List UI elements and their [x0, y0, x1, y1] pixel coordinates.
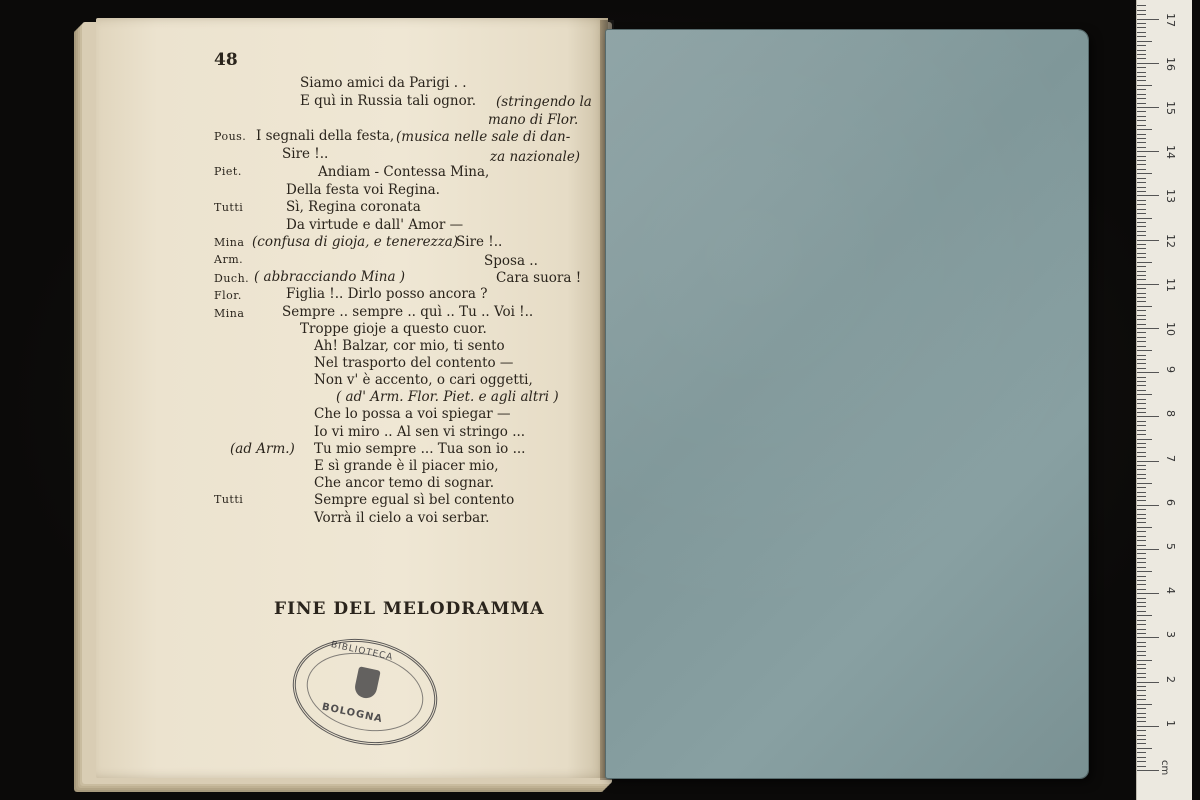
ruler-tick: [1137, 580, 1146, 581]
ruler-tick: [1137, 120, 1146, 121]
ruler-tick: [1137, 156, 1146, 157]
ruler-tick: [1137, 602, 1146, 603]
ruler-tick: [1137, 536, 1146, 537]
ruler-tick: [1137, 129, 1152, 130]
ruler-tick: [1137, 615, 1152, 616]
ruler-tick: [1137, 598, 1146, 599]
ruler-tick: [1137, 646, 1146, 647]
stage-direction: (musica nelle sale di dan-: [396, 129, 571, 145]
ruler-tick: [1137, 147, 1146, 148]
ruler-number: 13: [1164, 189, 1177, 204]
stage-direction: ( abbracciando Mina ): [254, 269, 406, 285]
ruler-number: 14: [1164, 145, 1177, 160]
ruler-number: 6: [1164, 498, 1177, 506]
ruler-tick: [1137, 531, 1146, 532]
speaker-label: Arm.: [214, 253, 244, 266]
ruler-tick: [1137, 576, 1146, 577]
ruler-tick: [1137, 606, 1146, 607]
ruler-tick: [1137, 138, 1146, 139]
speaker-label: Tutti: [214, 201, 244, 214]
ruler-tick: [1137, 553, 1146, 554]
ruler-tick: [1137, 63, 1159, 64]
ruler-tick: [1137, 385, 1146, 386]
ruler-tick: [1137, 94, 1146, 95]
ruler-tick: [1137, 266, 1146, 267]
ruler-number: 7: [1164, 454, 1177, 462]
ruler-tick: [1137, 739, 1146, 740]
stage-direction: (confusa di gioja, e tenerezza): [252, 234, 459, 250]
speaker-label: Duch.: [214, 272, 250, 285]
ruler-tick: [1137, 72, 1146, 73]
speaker-label: Mina: [214, 236, 245, 249]
ruler-tick: [1137, 332, 1146, 333]
ruler-tick: [1137, 721, 1146, 722]
ruler-tick: [1137, 337, 1146, 338]
ruler-number: 2: [1164, 675, 1177, 683]
text-line: Vorrà il cielo a voi serbar.: [314, 510, 490, 526]
ruler-tick: [1137, 571, 1152, 572]
ruler-tick: [1137, 465, 1146, 466]
ruler-tick: [1137, 372, 1159, 373]
ruler-tick: [1137, 752, 1146, 753]
ruler-tick: [1137, 567, 1146, 568]
ruler-tick: [1137, 704, 1152, 705]
ruler-tick: [1137, 248, 1146, 249]
ruler-tick: [1137, 677, 1146, 678]
text-line: Sì, Regina coronata: [286, 199, 421, 215]
ruler-tick: [1137, 726, 1159, 727]
text-line: Sempre egual sì bel contento: [314, 492, 515, 508]
ruler-tick: [1137, 315, 1146, 316]
closing-title: FINE DEL MELODRAMMA: [274, 599, 545, 619]
ruler-tick: [1137, 32, 1146, 33]
text-line: Sire !..: [456, 234, 503, 250]
ruler-tick: [1137, 173, 1152, 174]
ruler-tick: [1137, 85, 1152, 86]
ruler-tick: [1137, 381, 1146, 382]
ruler-number: 17: [1164, 12, 1177, 27]
ruler-tick: [1137, 686, 1146, 687]
ruler-tick: [1137, 10, 1146, 11]
ruler-tick: [1137, 408, 1146, 409]
ruler-tick: [1137, 399, 1146, 400]
stamp-bottom-text: BOLOGNA: [320, 701, 384, 726]
ruler-number: 12: [1164, 233, 1177, 248]
ruler-tick: [1137, 111, 1146, 112]
ruler-tick: [1137, 766, 1146, 767]
ruler-tick: [1137, 19, 1159, 20]
ruler-tick: [1137, 213, 1146, 214]
ruler-tick: [1137, 284, 1159, 285]
ruler-tick: [1137, 509, 1146, 510]
ruler-number: 3: [1164, 631, 1177, 639]
ruler-tick: [1137, 222, 1146, 223]
ruler-tick: [1137, 487, 1146, 488]
speaker-label: Mina: [214, 307, 245, 320]
text-line: Sempre .. sempre .. quì .. Tu .. Voi !..: [282, 304, 534, 320]
ruler-tick: [1137, 655, 1146, 656]
stage-direction: mano di Flor.: [488, 112, 579, 128]
ruler-tick: [1137, 257, 1146, 258]
ruler-tick: [1137, 682, 1159, 683]
ruler-tick: [1137, 624, 1146, 625]
ruler-tick: [1137, 45, 1146, 46]
ruler-tick: [1137, 474, 1146, 475]
ruler-tick: [1137, 355, 1146, 356]
ruler-tick: [1137, 412, 1146, 413]
ruler-number: 16: [1164, 56, 1177, 71]
ruler-tick: [1137, 27, 1146, 28]
ruler-tick: [1137, 23, 1146, 24]
ruler-number: 8: [1164, 410, 1177, 418]
ruler-tick: [1137, 430, 1146, 431]
ruler-tick: [1137, 589, 1146, 590]
ruler-tick: [1137, 54, 1146, 55]
ruler-tick: [1137, 425, 1146, 426]
ruler-tick: [1137, 204, 1146, 205]
ruler-tick: [1137, 50, 1146, 51]
ruler-tick: [1137, 629, 1146, 630]
ruler-tick: [1137, 164, 1146, 165]
ruler-tick: [1137, 642, 1146, 643]
ruler-tick: [1137, 319, 1146, 320]
ruler-tick: [1137, 770, 1159, 771]
ruler-tick: [1137, 434, 1146, 435]
ruler-tick: [1137, 447, 1146, 448]
ruler-tick: [1137, 191, 1146, 192]
ruler-number: 5: [1164, 543, 1177, 550]
ruler-tick: [1137, 558, 1146, 559]
text-line: Io vi miro .. Al sen vi stringo ...: [314, 424, 526, 440]
ruler-tick: [1137, 637, 1159, 638]
text-line: E sì grande è il piacer mio,: [314, 458, 499, 474]
ruler-tick: [1137, 690, 1146, 691]
ruler-tick: [1137, 301, 1146, 302]
ruler-tick: [1137, 452, 1146, 453]
ruler-number: 15: [1164, 101, 1177, 115]
ruler-tick: [1137, 341, 1146, 342]
ruler-tick: [1137, 288, 1146, 289]
ruler-tick: [1137, 593, 1159, 594]
ruler-tick: [1137, 500, 1146, 501]
ruler-tick: [1137, 611, 1146, 612]
text-line: Nel trasporto del contento —: [314, 355, 514, 371]
ruler-tick: [1137, 293, 1146, 294]
ruler-tick: [1137, 549, 1159, 550]
ruler-tick: [1137, 545, 1146, 546]
text-line: Della festa voi Regina.: [286, 182, 440, 198]
ruler-tick: [1137, 421, 1146, 422]
ruler-tick: [1137, 620, 1146, 621]
ruler-number: 1: [1164, 719, 1177, 727]
ruler-tick: [1137, 761, 1146, 762]
ruler-tick: [1137, 584, 1146, 585]
ruler-tick: [1137, 226, 1146, 227]
ruler-tick: [1137, 14, 1146, 15]
ruler-number: 9: [1164, 366, 1177, 374]
ruler-tick: [1137, 708, 1146, 709]
ruler-tick: [1137, 363, 1146, 364]
ruler-tick: [1137, 390, 1146, 391]
speaker-label: Tutti: [214, 493, 244, 506]
stage-direction: ( ad' Arm. Flor. Piet. e agli altri ): [336, 389, 559, 405]
ruler-tick: [1137, 416, 1159, 417]
ruler-tick: [1137, 240, 1159, 241]
text-line: I segnali della festa,: [256, 128, 395, 144]
ruler-tick: [1137, 456, 1146, 457]
stage-direction: za nazionale): [490, 149, 581, 165]
ruler-tick: [1137, 178, 1146, 179]
text-line: Cara suora !: [496, 270, 582, 286]
ruler-tick: [1137, 58, 1146, 59]
text-line: Sire !..: [282, 146, 329, 162]
ruler-tick: [1137, 244, 1146, 245]
ruler-tick: [1137, 182, 1146, 183]
ruler-tick: [1137, 36, 1146, 37]
ruler-tick: [1137, 310, 1146, 311]
ruler-tick: [1137, 160, 1146, 161]
stamp-top-text: BIBLIOTECA: [330, 640, 395, 663]
ruler-tick: [1137, 359, 1146, 360]
ruler-tick: [1137, 271, 1146, 272]
ruler-number: 10: [1164, 322, 1177, 336]
ruler-unit-label: cm: [1159, 760, 1170, 776]
ruler-tick: [1137, 275, 1146, 276]
ruler-tick: [1137, 713, 1146, 714]
ruler-tick: [1137, 134, 1146, 135]
ruler-tick: [1137, 735, 1146, 736]
ruler-tick: [1137, 633, 1146, 634]
text-line: Figlia !.. Dirlo posso ancora ?: [286, 286, 488, 302]
ruler-number: 4: [1164, 587, 1177, 595]
text-line: Sposa ..: [484, 253, 538, 269]
ruler-tick: [1137, 743, 1146, 744]
ruler-tick: [1137, 5, 1146, 6]
ruler-tick: [1137, 443, 1146, 444]
stage-direction: (stringendo la: [496, 94, 592, 110]
ruler-tick: [1137, 368, 1146, 369]
stage-direction: (ad Arm.): [230, 441, 295, 457]
ruler-tick: [1137, 562, 1146, 563]
ruler-tick: [1137, 514, 1146, 515]
ruler-tick: [1137, 668, 1146, 669]
ruler-tick: [1137, 540, 1146, 541]
ruler-tick: [1137, 125, 1146, 126]
ruler-tick: [1137, 505, 1159, 506]
ruler-tick: [1137, 235, 1146, 236]
ruler-tick: [1137, 328, 1159, 329]
ruler-tick: [1137, 142, 1146, 143]
ruler-tick: [1137, 297, 1146, 298]
ruler-tick: [1137, 757, 1146, 758]
text-line: Che lo possa a voi spiegar —: [314, 406, 511, 422]
speaker-label: Pous.: [214, 130, 247, 143]
ruler-tick: [1137, 169, 1146, 170]
ruler-tick: [1137, 496, 1146, 497]
ruler-tick: [1137, 492, 1146, 493]
ruler-tick: [1137, 41, 1152, 42]
text-line: Da virtude e dall' Amor —: [286, 217, 464, 233]
text-line: Troppe gioje a questo cuor.: [300, 321, 487, 337]
ruler-tick: [1137, 439, 1152, 440]
ruler-tick: [1137, 89, 1146, 90]
ruler-tick: [1137, 107, 1159, 108]
ruler-tick: [1137, 350, 1152, 351]
ruler-tick: [1137, 262, 1152, 263]
ruler-tick: [1137, 717, 1146, 718]
ruler-tick: [1137, 461, 1159, 462]
text-line: Ah! Balzar, cor mio, ti sento: [314, 338, 505, 354]
ruler-number: 11: [1164, 277, 1177, 292]
text-line: Che ancor temo di sognar.: [314, 475, 495, 491]
ruler-tick: [1137, 651, 1146, 652]
measuring-ruler: [1136, 0, 1192, 800]
ruler-tick: [1137, 324, 1146, 325]
ruler-tick: [1137, 377, 1146, 378]
ruler-tick: [1137, 478, 1146, 479]
ruler-tick: [1137, 218, 1152, 219]
blue-paper-cover: [606, 30, 1088, 778]
ruler-tick: [1137, 187, 1146, 188]
ruler-tick: [1137, 403, 1146, 404]
ruler-tick: [1137, 483, 1152, 484]
ruler-tick: [1137, 522, 1146, 523]
text-line: Tu mio sempre ... Tua son io ...: [314, 441, 526, 457]
page-number: 48: [214, 50, 238, 70]
ruler-tick: [1137, 253, 1146, 254]
ruler-tick: [1137, 695, 1146, 696]
text-line: Siamo amici da Parigi . .: [300, 75, 467, 91]
ruler-tick: [1137, 279, 1146, 280]
ruler-tick: [1137, 80, 1146, 81]
ruler-tick: [1137, 103, 1146, 104]
ruler-tick: [1137, 660, 1152, 661]
ruler-tick: [1137, 195, 1159, 196]
ruler-tick: [1137, 98, 1146, 99]
ruler-tick: [1137, 67, 1146, 68]
ruler-tick: [1137, 673, 1146, 674]
ruler-tick: [1137, 518, 1146, 519]
ruler-tick: [1137, 664, 1146, 665]
ruler-tick: [1137, 76, 1146, 77]
ruler-tick: [1137, 116, 1146, 117]
text-line: E quì in Russia tali ognor.: [300, 93, 477, 109]
ruler-tick: [1137, 394, 1152, 395]
speaker-label: Piet.: [214, 165, 242, 178]
speaker-label: Flor.: [214, 289, 242, 302]
ruler-tick: [1137, 730, 1146, 731]
ruler-tick: [1137, 346, 1146, 347]
ruler-tick: [1137, 748, 1152, 749]
text-line: Andiam - Contessa Mina,: [318, 164, 490, 180]
ruler-tick: [1137, 527, 1152, 528]
ruler-tick: [1137, 469, 1146, 470]
ruler-tick: [1137, 151, 1159, 152]
ruler-tick: [1137, 306, 1152, 307]
ruler-tick: [1137, 200, 1146, 201]
ruler-tick: [1137, 209, 1146, 210]
ruler-tick: [1137, 231, 1146, 232]
ruler-tick: [1137, 699, 1146, 700]
text-line: Non v' è accento, o cari oggetti,: [314, 372, 533, 388]
